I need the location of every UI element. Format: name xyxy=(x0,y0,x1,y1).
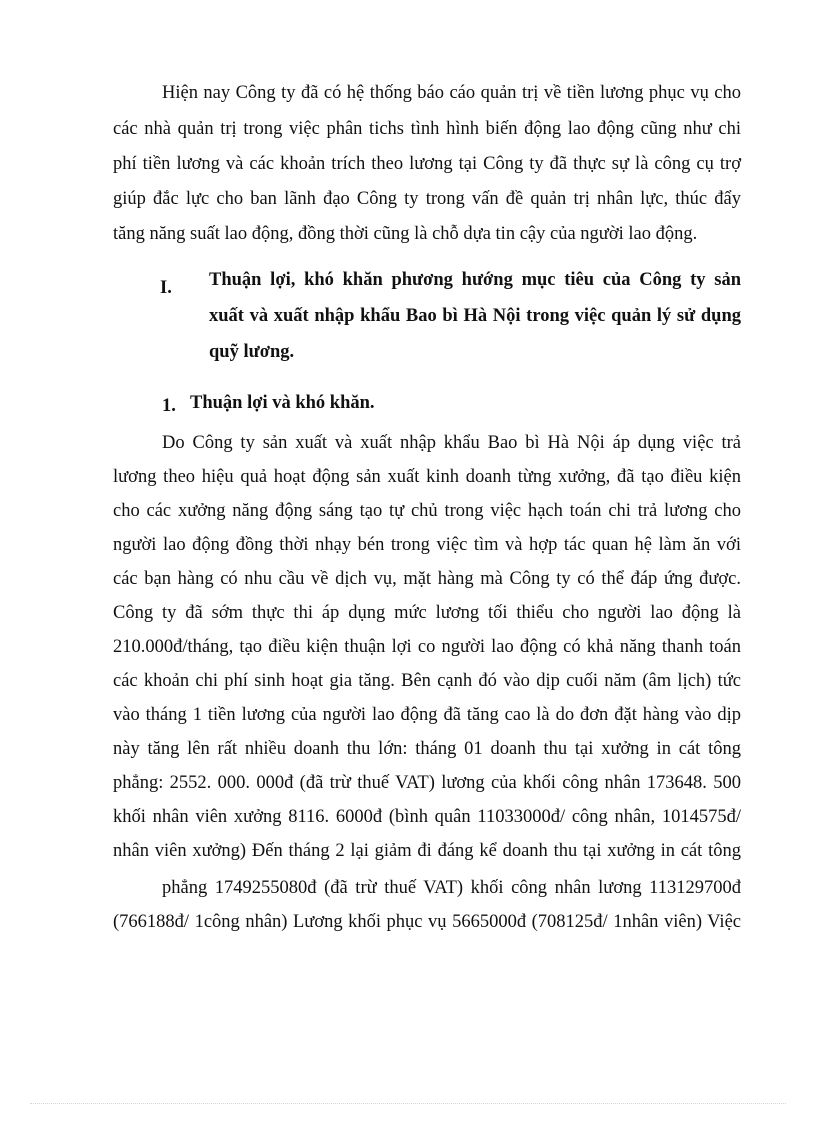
paragraph-line: Hiện nay Công ty đã có hệ thống báo cáo quản trị về tiền lương phục vụ cho xyxy=(162,83,741,103)
paragraph-line: tăng năng suất lao động, đồng thời cũng là chỗ dựa tin cậy của người lao động. xyxy=(113,224,698,244)
subsection-heading xyxy=(162,391,375,415)
paragraph-line: các nhà quản trị trong việc phân tichs tình hình biến động lao động cũng như chi xyxy=(113,119,741,139)
paragraph-line: phẳng 1749255080đ (đã trừ thuế VAT) khối công nhân lương 113129700đ xyxy=(162,878,741,898)
paragraph-line: vào tháng 1 tiền lương của người lao động đã tăng cao là do đơn đặt hàng vào dịp xyxy=(113,705,741,725)
subsection-number: 1. xyxy=(162,396,176,416)
section-title-line: quỹ lương. xyxy=(209,342,295,362)
paragraph-line: 210.000đ/tháng, tạo điều kiện thuận lợi co người lao động có khả năng thanh toán xyxy=(113,637,741,657)
paragraph-line: các bạn hàng có nhu cầu về dịch vụ, mặt hàng mà Công ty có thể đáp ứng được. xyxy=(113,569,741,589)
paragraph-line: người lao động đồng thời nhạy bén trong việc tìm và hợp tác quan hệ làm ăn với xyxy=(113,535,741,555)
page-footer-divider xyxy=(30,1103,786,1104)
paragraph-line: nhân viên xưởng) Đến tháng 2 lại giảm đi đáng kể doanh thu tại xưởng in cát tông xyxy=(113,841,741,861)
paragraph-line: phẳng: 2552. 000. 000đ (đã trừ thuế VAT) lương của khối công nhân 173648. 500 xyxy=(113,773,741,793)
paragraph-line: Công ty đã sớm thực thi áp dụng mức lương tối thiểu cho người lao động là xyxy=(113,603,741,623)
subsection-title: Thuận lợi và khó khăn. xyxy=(190,393,375,413)
section-title-line: xuất và xuất nhập khẩu Bao bì Hà Nội trong việc quản lý sử dụng xyxy=(209,306,741,326)
section-title-line: Thuận lợi, khó khăn phương hướng mục tiêu của Công ty sản xyxy=(209,270,741,290)
paragraph-line: khối nhân viên xưởng 8116. 6000đ (bình quân 11033000đ/ công nhân, 1014575đ/ xyxy=(113,807,741,827)
paragraph-line: phí tiền lương và các khoản trích theo lương tại Công ty đã thực sự là công cụ trợ xyxy=(113,154,741,174)
paragraph-line: lương theo hiệu quả hoạt động sản xuất kinh doanh từng xưởng, đã tạo điều kiện xyxy=(113,467,741,487)
paragraph-line: giúp đắc lực cho ban lãnh đạo Công ty trong vấn đề quản trị nhân lực, thúc đẩy xyxy=(113,189,741,209)
paragraph-line: cho các xưởng năng động sáng tạo tự chủ trong việc hạch toán chi trả lương cho xyxy=(113,501,741,521)
paragraph-line: (766188đ/ 1công nhân) Lương khối phục vụ 5665000đ (708125đ/ 1nhân viên) Việc xyxy=(113,912,741,932)
paragraph-line: này tăng lên rất nhiều doanh thu lớn: tháng 01 doanh thu tại xưởng in cát tông xyxy=(113,739,741,759)
section-number: I. xyxy=(160,278,172,298)
paragraph-line: các khoản chi phí sinh hoạt gia tăng. Bên cạnh đó vào dịp cuối năm (âm lịch) tức xyxy=(113,671,741,691)
paragraph-line: Do Công ty sản xuất và xuất nhập khẩu Bao bì Hà Nội áp dụng việc trả xyxy=(162,433,741,453)
